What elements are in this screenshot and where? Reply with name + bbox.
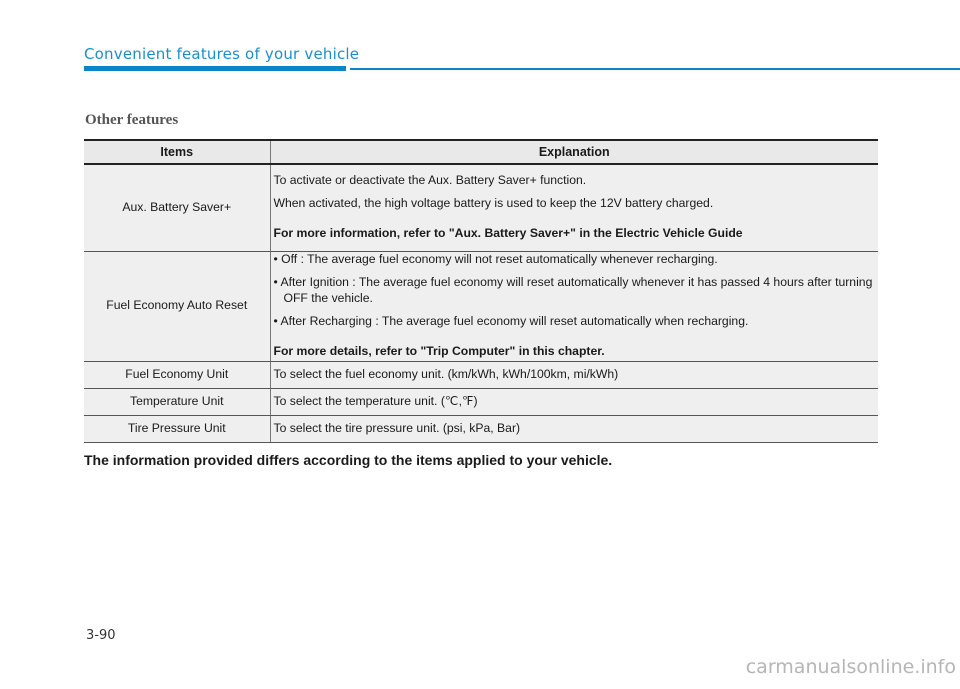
explanation-line: When activated, the high voltage battery is used to keep the 12V battery charged.: [273, 196, 714, 211]
explanation-cell: To select the tire pressure unit. (psi, kPa, Bar): [270, 415, 878, 442]
item-cell: Aux. Battery Saver+: [84, 164, 270, 251]
table-row: [84, 361, 878, 388]
item-cell: Tire Pressure Unit: [84, 415, 270, 442]
header-rule: [350, 68, 960, 70]
explanation-cell: To select the fuel economy unit. (km/kWh, kWh/100km, mi/kWh): [270, 361, 878, 388]
explanation-cell: To select the temperature unit. (℃,℉): [270, 388, 878, 415]
item-cell: Temperature Unit: [84, 388, 270, 415]
watermark-text: carmanualsonline.info: [745, 656, 956, 678]
option-after-recharging-line: • After Recharging : The average fuel economy will reset automatically when recharging.: [273, 313, 749, 328]
item-cell: Fuel Economy Unit: [84, 361, 270, 388]
table-row: [84, 388, 878, 415]
table-row: [84, 415, 878, 442]
table-row: [84, 164, 878, 251]
option-after-ignition-line: • After Ignition : The average fuel economy will reset automatically whenever it has passed 4 hours after turning OFF the vehicle.: [273, 275, 873, 306]
reference-note: For more information, refer to "Aux. Battery Saver+" in the Electric Vehicle Guide: [273, 226, 743, 241]
table-header-row: [84, 140, 878, 164]
explanation-cell: [270, 251, 878, 361]
header-accent-bar: [84, 66, 346, 71]
page-number: 3-90: [86, 628, 116, 643]
table-row: [84, 251, 878, 361]
explanation-cell: [270, 164, 878, 251]
column-header-explanation: Explanation: [270, 140, 878, 164]
other-features-table: [84, 139, 878, 443]
section-title: Other features: [85, 112, 179, 128]
footnote: The information provided differs according to the items applied to your vehicle.: [84, 452, 613, 468]
option-off-line: • Off : The average fuel economy will not reset automatically whenever recharging.: [273, 252, 718, 267]
reference-note: For more details, refer to "Trip Computer" in this chapter.: [273, 343, 605, 358]
column-header-items: Items: [84, 140, 270, 164]
explanation-line: To activate or deactivate the Aux. Battery Saver+ function.: [273, 173, 587, 188]
item-cell: Fuel Economy Auto Reset: [84, 251, 270, 361]
chapter-header-title: Convenient features of your vehicle: [84, 45, 360, 63]
